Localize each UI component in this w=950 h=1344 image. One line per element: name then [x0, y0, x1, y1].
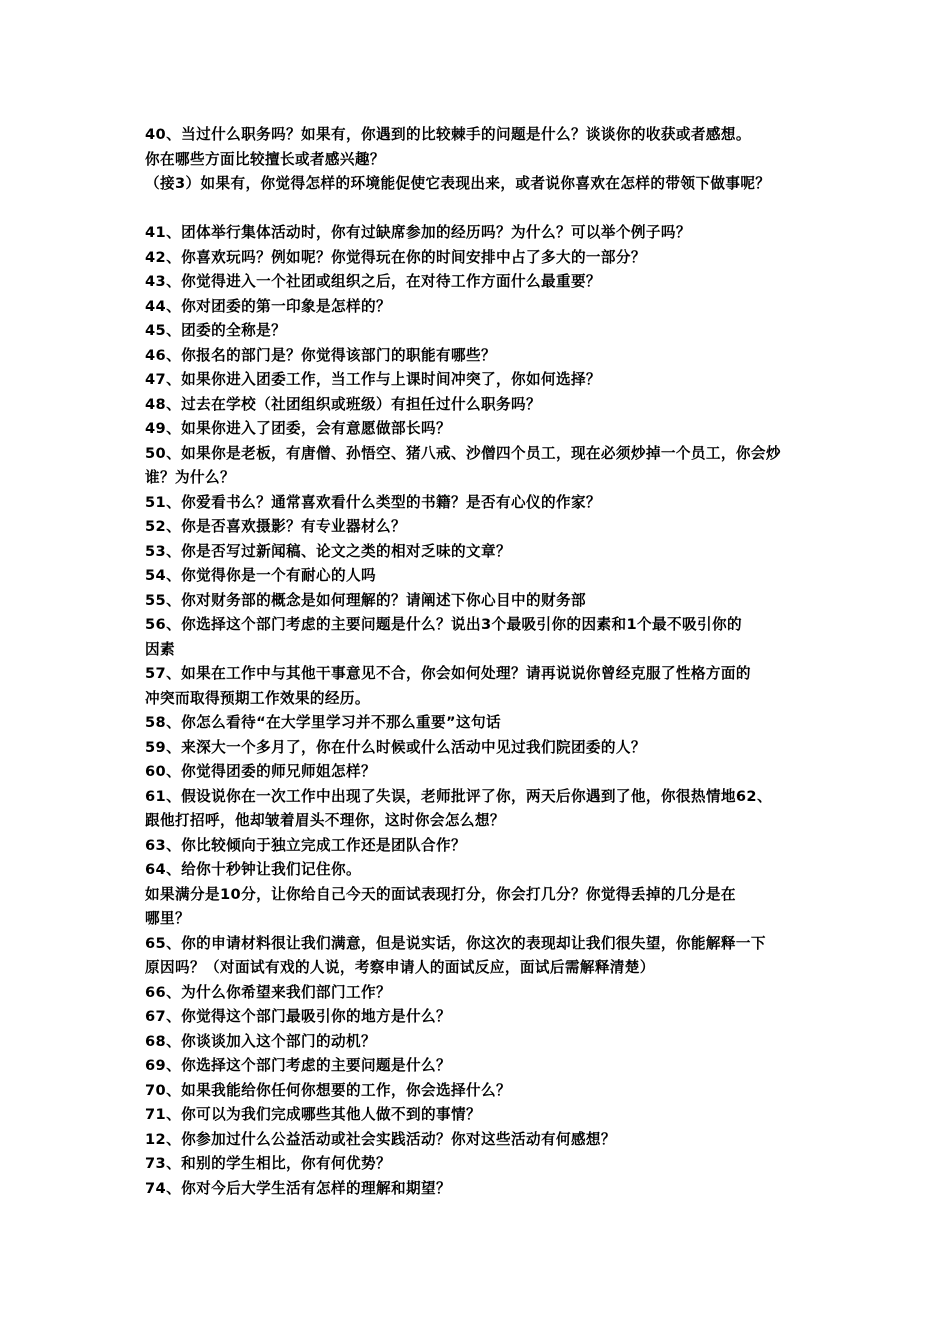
- text-line: 原因吗？（对面试有戏的人说，考察申请人的面试反应，面试后需解释清楚）: [145, 959, 655, 976]
- question-73: 73、和别的学生相比，你有何优势？: [145, 1155, 392, 1172]
- question-59: 59、来深大一个多月了，你在什么时候或什么活动中见过我们院团委的人？: [145, 738, 646, 756]
- text-line: 哪里？: [145, 910, 190, 927]
- text-line: 40、当过什么职务吗？如果有，你遇到的比较棘手的问题是什么？谈谈你的收获或者感想。: [145, 126, 751, 143]
- question-61: 61、假设说你在一次工作中出现了失误，老师批评了你，两天后你遇到了他，你很热情地62、: [145, 787, 772, 805]
- question-70: 70、如果我能给你任何你想要的工作，你会选择什么？: [145, 1081, 511, 1099]
- question-47: 47、如果你进入团委工作，当工作与上课时间冲突了，你如何选择？: [145, 371, 601, 388]
- question-52: 52、你是否喜欢摄影？有专业器材么？: [145, 518, 407, 535]
- question-55: 55、你对财务部的概念是如何理解的？请阐述下你心目中的财务部: [145, 591, 586, 609]
- text-line: 冲突而取得预期工作效果的经历。: [145, 689, 370, 707]
- question-58: 58、你怎么看待“在大学里学习并不那么重要”这句话: [145, 714, 501, 731]
- question-71: 71、你可以为我们完成哪些其他人做不到的事情？: [145, 1106, 481, 1123]
- question-57: 57、如果在工作中与其他干事意见不合，你会如何处理？请再说说你曾经克服了性格方面的: [145, 665, 751, 682]
- question-69: 69、你选择这个部门考虑的主要问题是什么？: [145, 1057, 451, 1074]
- question-48: 48、过去在学校（社团组织或班级）有担任过什么职务吗？: [145, 395, 541, 413]
- text-line: 你在哪些方面比较擅长或者感兴趣？: [145, 150, 385, 168]
- text-line: 因素: [145, 640, 175, 658]
- question-42: 42、你喜欢玩吗？例如呢？你觉得玩在你的时间安排中占了多大的一部分？: [145, 248, 646, 266]
- question-72: 12、你参加过什么公益活动或社会实践活动？你对这些活动有何感想？: [145, 1130, 616, 1148]
- text-line: 跟他打招呼，他却皱着眉头不理你，这时你会怎么想？: [145, 812, 505, 829]
- text-line: 谁？为什么？: [145, 469, 235, 486]
- question-60: 60、你觉得团委的师兄师姐怎样？: [145, 763, 377, 780]
- question-64: 64、给你十秒钟让我们记住你。: [145, 861, 362, 878]
- question-67: 67、你觉得这个部门最吸引你的地方是什么？: [145, 1008, 451, 1025]
- question-49: 49、如果你进入了团委，会有意愿做部长吗？: [145, 420, 451, 437]
- question-46: 46、你报名的部门是？你觉得该部门的职能有哪些？: [145, 346, 496, 364]
- text-line: 如果满分是10分，让你给自己今天的面试表现打分，你会打几分？你觉得丢掉的几分是在: [145, 885, 736, 903]
- question-56: 56、你选择这个部门考虑的主要问题是什么？说出3个最吸引你的因素和1个最不吸引你的: [145, 616, 742, 633]
- question-63: 63、你比较倾向于独立完成工作还是团队合作？: [145, 836, 466, 854]
- question-65: 65、你的申请材料很让我们满意，但是说实话，你这次的表现却让我们很失望，你能解释一下: [145, 934, 766, 952]
- question-45: 45、团委的全称是？: [145, 322, 287, 339]
- question-66: 66、为什么你希望来我们部门工作？: [145, 983, 392, 1001]
- question-74: 74、你对今后大学生活有怎样的理解和期望？: [145, 1179, 451, 1197]
- text-line: （接3）如果有，你觉得怎样的环境能促使它表现出来，或者说你喜欢在怎样的带领下做事呢？: [145, 175, 771, 192]
- question-51: 51、你爱看书么？通常喜欢看什么类型的书籍？是否有心仪的作家？: [145, 493, 601, 511]
- question-53: 53、你是否写过新闻稿、论文之类的相对乏味的文章？: [145, 542, 511, 560]
- document-body: [145, 123, 825, 1201]
- question-54: 54、你觉得你是一个有耐心的人吗: [145, 567, 377, 584]
- question-43: 43、你觉得进入一个社团或组织之后，在对待工作方面什么最重要？: [145, 273, 601, 290]
- question-41: 41、团体举行集体活动时，你有过缺席参加的经历吗？为什么？可以举个例子吗？: [145, 224, 691, 241]
- question-50: 50、如果你是老板，有唐僧、孙悟空、猪八戒、沙僧四个员工，现在必须炒掉一个员工，你会炒: [145, 444, 781, 462]
- question-44: 44、你对团委的第一印象是怎样的？: [145, 297, 392, 315]
- question-68: 68、你谈谈加入这个部门的动机？: [145, 1032, 377, 1050]
- blank-line: [145, 197, 825, 222]
